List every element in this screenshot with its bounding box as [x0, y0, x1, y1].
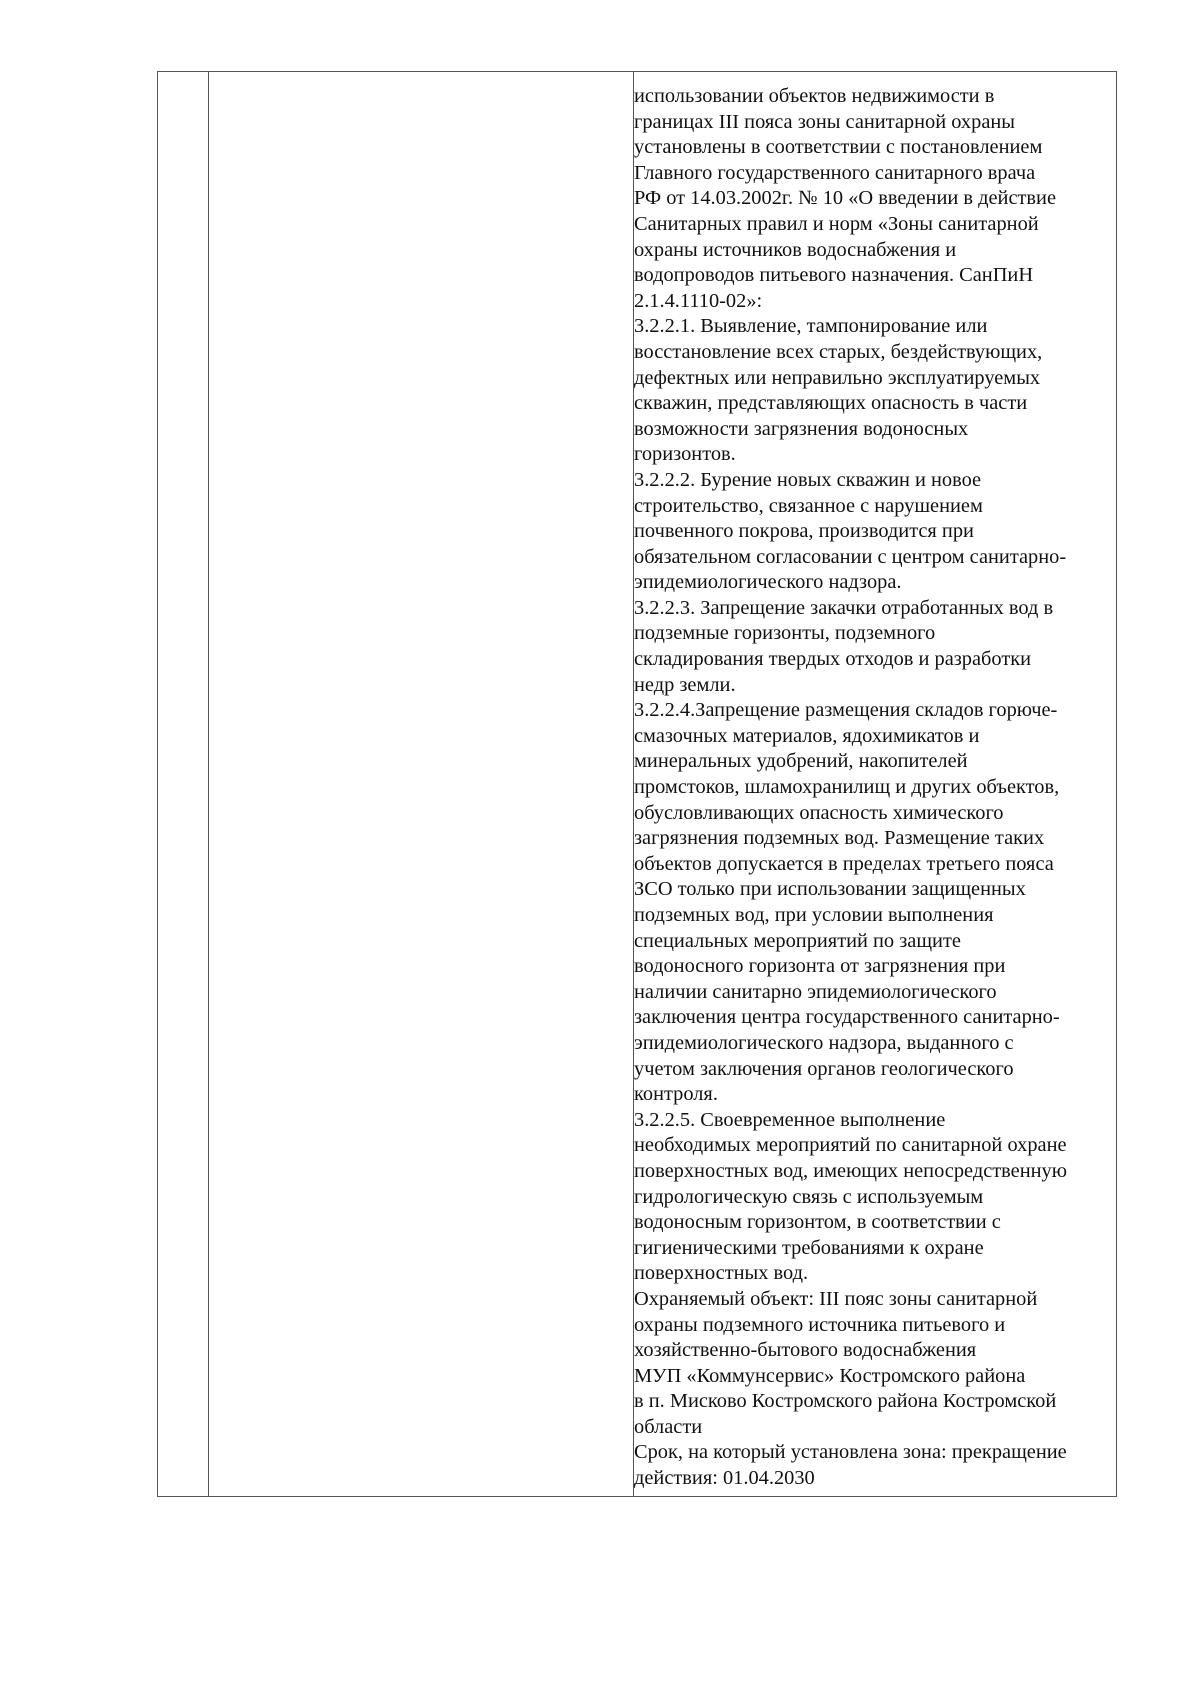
text-line: поверхностных вод. [634, 1262, 809, 1285]
document-table [157, 71, 1117, 1497]
text-line: эпидемиологического надзора. [634, 571, 902, 594]
text-line: горизонтов. [634, 443, 736, 466]
text-line: охраны подземного источника питьевого и [634, 1313, 1006, 1336]
text-line: эпидемиологического надзора, выданного с [634, 1031, 1014, 1054]
text-line: недр земли. [634, 673, 736, 696]
text-line: области [634, 1415, 703, 1438]
text-line: дефектных или неправильно эксплуатируемых [634, 366, 1041, 389]
text-line: 2.1.4.1110-02»: [634, 289, 763, 312]
text-line: объектов допускается в пределах третьего пояса [634, 852, 1054, 875]
text-line: 3.2.2.2. Бурение новых скважин и новое [634, 468, 982, 491]
text-line: гигиеническими требованиями к охране [634, 1236, 984, 1259]
column-divider [208, 72, 209, 1496]
text-line: водоносным горизонтом, в соответствии с [634, 1211, 1001, 1234]
text-line: минеральных удобрений, накопителей [634, 750, 968, 773]
text-line: границах III пояса зоны санитарной охраны [634, 110, 1015, 133]
text-line: Срок, на который установлена зона: прекращение [634, 1441, 1067, 1464]
text-line: РФ от 14.03.2002г. № 10 «О введении в действие [634, 187, 1056, 210]
text-line: 3.2.2.3. Запрещение закачки отработанных вод в [634, 596, 1054, 619]
text-line: водоносного горизонта от загрязнения при [634, 955, 1006, 978]
text-line: Санитарных правил и норм «Зоны санитарной [634, 212, 1039, 235]
text-line: наличии санитарно эпидемиологического [634, 980, 997, 1003]
text-line: 3.2.2.4.Запрещение размещения складов горюче- [634, 699, 1058, 722]
text-line: загрязнения подземных вод. Размещение таких [634, 827, 1045, 850]
text-line: возможности загрязнения водоносных [634, 417, 969, 440]
text-line: обусловливающих опасность химического [634, 801, 1004, 824]
text-line: 3.2.2.5. Своевременное выполнение [634, 1108, 946, 1131]
text-line: учетом заключения органов геологического [634, 1057, 1014, 1080]
text-line: скважин, представляющих опасность в части [634, 392, 1028, 415]
text-line: хозяйственно-бытового водоснабжения [634, 1339, 977, 1362]
text-line: строительство, связанное с нарушением [634, 494, 983, 517]
text-line: установлены в соответствии с постановлением [634, 136, 1043, 159]
text-line: специальных мероприятий по защите [634, 929, 961, 952]
text-line: Главного государственного санитарного врача [634, 161, 1036, 184]
text-line: смазочных материалов, ядохимикатов и [634, 724, 980, 747]
text-line: заключения центра государственного санитарно- [634, 1006, 1060, 1029]
text-line: гидрологическую связь с используемым [634, 1185, 984, 1208]
text-line: охраны источников водоснабжения и [634, 238, 957, 261]
description-cell [634, 84, 1116, 1492]
text-line: Охраняемый объект: III пояс зоны санитарной [634, 1287, 1038, 1310]
text-line: контроля. [634, 1083, 718, 1106]
text-line: поверхностных вод, имеющих непосредственную [634, 1159, 1067, 1182]
text-line: действия: 01.04.2030 [634, 1467, 815, 1490]
text-line: промстоков, шламохранилищ и других объектов, [634, 776, 1060, 799]
text-line: необходимых мероприятий по санитарной охране [634, 1134, 1067, 1157]
text-line: ЗСО только при использовании защищенных [634, 878, 1026, 901]
text-line: в п. Мисково Костромского района Костромской [634, 1390, 1057, 1413]
text-line: использовании объектов недвижимости в [634, 85, 995, 107]
text-line: складирования твердых отходов и разработки [634, 648, 1032, 671]
text-line: 3.2.2.1. Выявление, тампонирование или [634, 315, 988, 338]
text-line: почвенного покрова, производится при [634, 520, 974, 543]
text-line: подземных вод, при условии выполнения [634, 904, 994, 926]
text-line: обязательном согласовании с центром санитарно- [634, 545, 1067, 568]
text-line: восстановление всех старых, бездействующих, [634, 340, 1043, 363]
text-line: водопроводов питьевого назначения. СанПиН [634, 264, 1034, 287]
text-line: МУП «Коммунсервис» Костромского района [634, 1364, 1026, 1387]
text-line: подземные горизонты, подземного [634, 622, 936, 645]
